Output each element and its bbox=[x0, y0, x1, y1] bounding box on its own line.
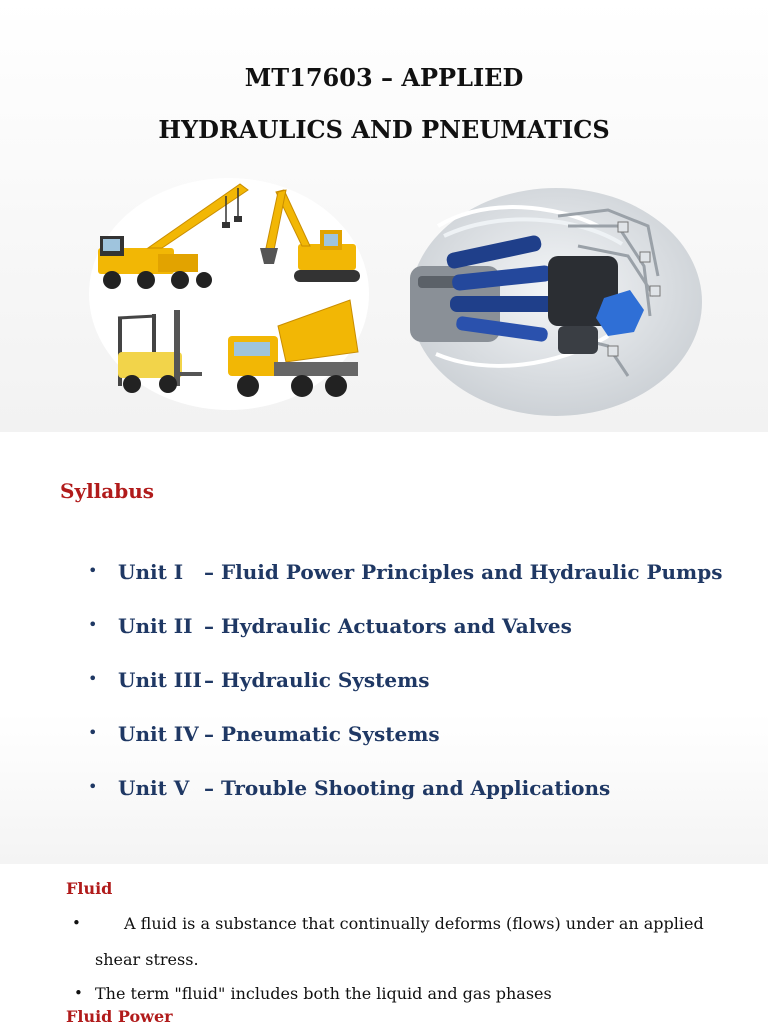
unit-description: – Fluid Power Principles and Hydraulic Pumps bbox=[204, 560, 723, 584]
bullet-icon: • bbox=[74, 984, 83, 1002]
unit-label: Unit I bbox=[118, 560, 184, 584]
course-title-line2: HYDRAULICS AND PNEUMATICS bbox=[158, 115, 610, 144]
fluid-heading: Fluid bbox=[66, 879, 113, 898]
construction-machinery-image bbox=[88, 176, 370, 412]
bullet-icon: • bbox=[88, 561, 98, 580]
syllabus-slide bbox=[0, 432, 768, 864]
bullet-icon: • bbox=[88, 723, 98, 742]
unit-description: – Hydraulic Actuators and Valves bbox=[204, 614, 572, 638]
fluid-power-heading: Fluid Power bbox=[66, 1007, 173, 1026]
unit-description: – Hydraulic Systems bbox=[204, 668, 430, 692]
unit-label: Unit II bbox=[118, 614, 193, 638]
syllabus-heading: Syllabus bbox=[60, 479, 155, 503]
bullet-icon: • bbox=[72, 914, 81, 932]
title-slide bbox=[0, 0, 768, 432]
fluid-slide bbox=[0, 864, 768, 1024]
unit-label: Unit IV bbox=[118, 722, 199, 746]
unit-description: – Pneumatic Systems bbox=[204, 722, 440, 746]
fluid-definition-line1: A fluid is a substance that continually deforms (flows) under an applied bbox=[124, 914, 704, 933]
course-title-line1: MT17603 – APPLIED bbox=[244, 63, 524, 92]
fluid-phases-text: The term "fluid" includes both the liquid and gas phases bbox=[95, 984, 552, 1003]
unit-label: Unit V bbox=[118, 776, 190, 800]
pneumatic-robot-hand-image bbox=[408, 186, 704, 418]
fluid-definition-line2: shear stress. bbox=[95, 950, 199, 969]
unit-description: – Trouble Shooting and Applications bbox=[204, 776, 611, 800]
bullet-icon: • bbox=[88, 777, 98, 796]
bullet-icon: • bbox=[88, 669, 98, 688]
bullet-icon: • bbox=[88, 615, 98, 634]
unit-label: Unit III bbox=[118, 668, 202, 692]
